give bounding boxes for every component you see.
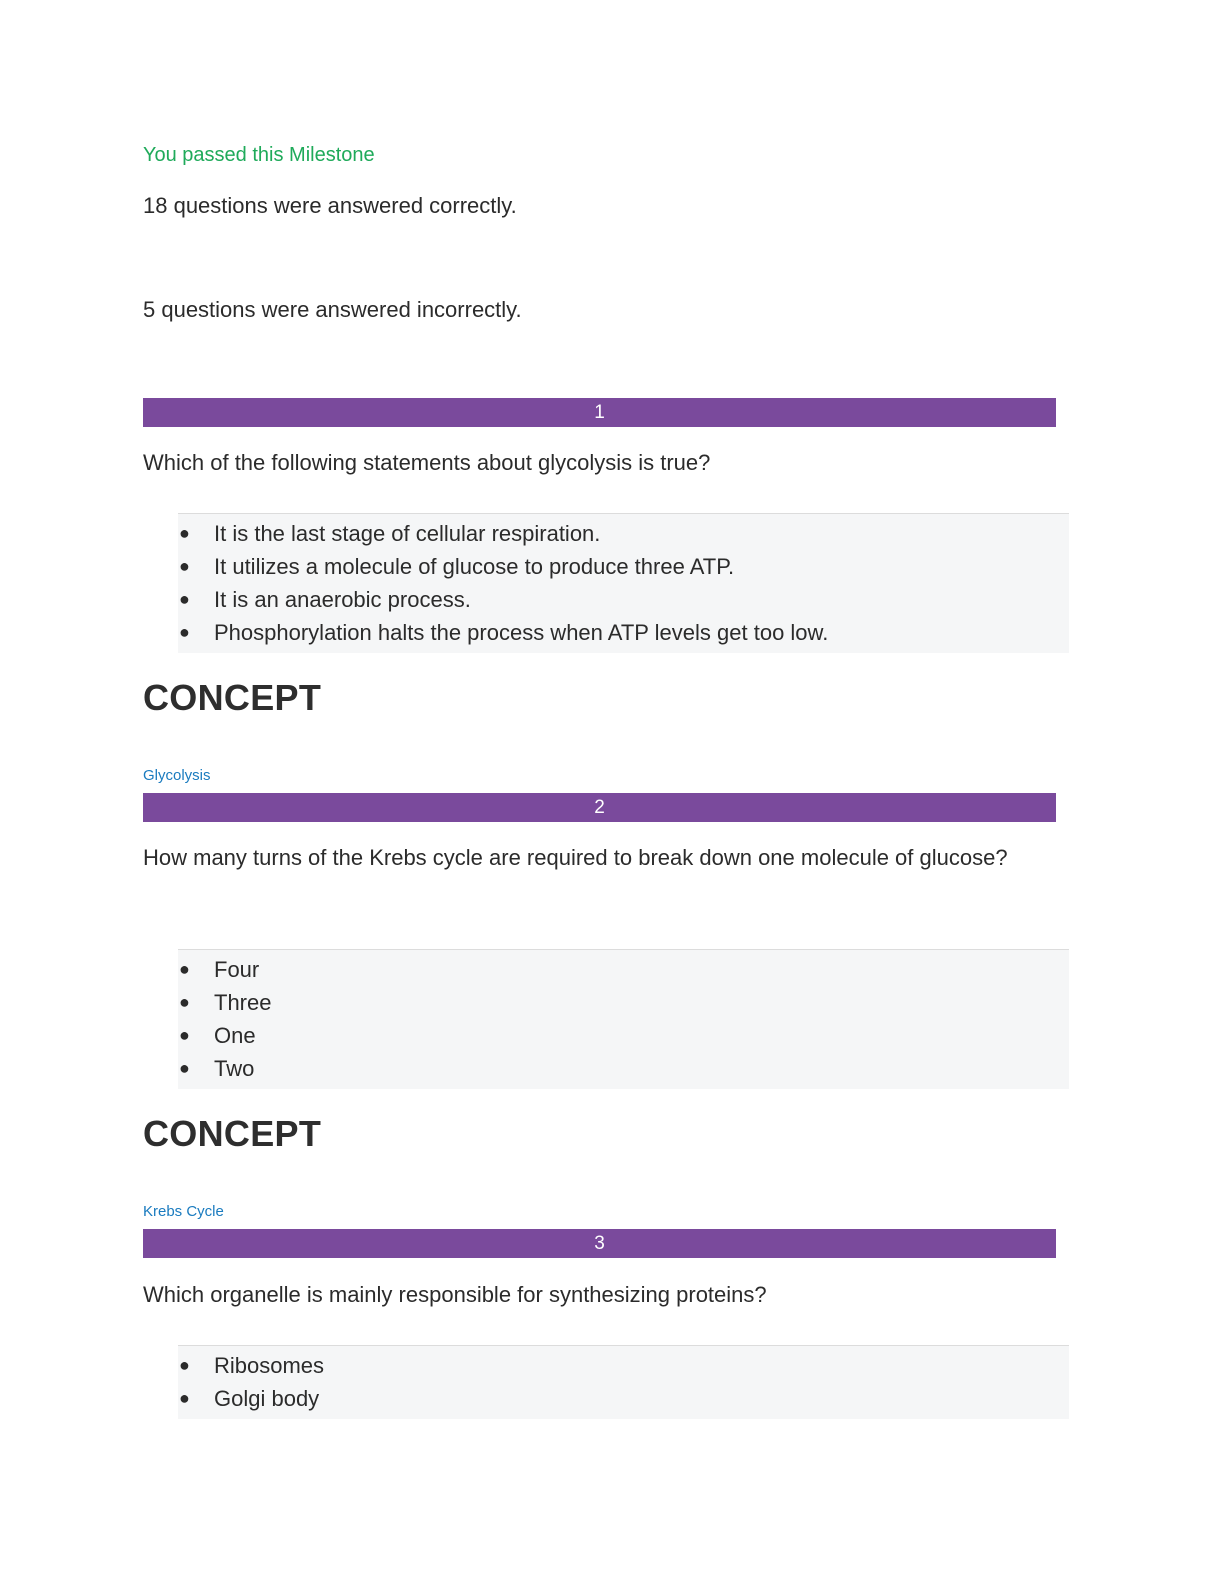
bullet-icon: ● [179, 959, 190, 979]
answer-option[interactable] [178, 1382, 1069, 1415]
bullet-icon: ● [179, 1355, 190, 1375]
answer-option[interactable] [178, 1052, 1069, 1085]
question-text: Which of the following statements about glycolysis is true? [143, 450, 711, 475]
bullet-icon: ● [179, 523, 190, 543]
answer-label: Three [214, 990, 272, 1015]
question-text: How many turns of the Krebs cycle are required to break down one molecule of glucose? [143, 845, 1008, 870]
answer-option[interactable] [178, 1019, 1069, 1052]
answer-option[interactable] [178, 583, 1069, 616]
answer-list [178, 949, 1069, 1089]
bullet-icon: ● [179, 556, 190, 576]
answer-option[interactable] [178, 1349, 1069, 1382]
answer-label: Four [214, 957, 260, 982]
answer-label: It utilizes a molecule of glucose to produce three ATP. [214, 554, 735, 579]
answer-option[interactable] [178, 550, 1069, 583]
bullet-icon: ● [179, 1388, 190, 1408]
bullet-icon: ● [179, 992, 190, 1012]
answer-label: Phosphorylation halts the process when ATP levels get too low. [214, 620, 829, 645]
concept-link[interactable]: Krebs Cycle [143, 1203, 224, 1220]
concept-link[interactable]: Glycolysis [143, 767, 211, 784]
bullet-icon: ● [179, 589, 190, 609]
answer-list [178, 513, 1069, 653]
milestone-status: You passed this Milestone [143, 144, 375, 166]
concept-heading: CONCEPT [143, 1113, 322, 1154]
answer-label: It is the last stage of cellular respiration. [214, 521, 601, 546]
bullet-icon: ● [179, 622, 190, 642]
answer-option[interactable] [178, 517, 1069, 550]
answer-option[interactable] [178, 616, 1069, 649]
question-number-bar: 2 [143, 793, 1056, 822]
answer-label: It is an anaerobic process. [214, 587, 471, 612]
answer-list [178, 1345, 1069, 1419]
question-text: Which organelle is mainly responsible for synthesizing proteins? [143, 1282, 767, 1307]
answer-option[interactable] [178, 953, 1069, 986]
answer-option[interactable] [178, 986, 1069, 1019]
answer-label: One [214, 1023, 256, 1048]
bullet-icon: ● [179, 1058, 190, 1078]
incorrect-count-text: 5 questions were answered incorrectly. [143, 297, 522, 322]
bullet-icon: ● [179, 1025, 190, 1045]
concept-heading: CONCEPT [143, 677, 322, 718]
question-number-bar: 3 [143, 1229, 1056, 1258]
correct-count-text: 18 questions were answered correctly. [143, 193, 517, 218]
question-number-bar: 1 [143, 398, 1056, 427]
answer-label: Ribosomes [214, 1353, 325, 1378]
answer-label: Two [214, 1056, 255, 1081]
answer-label: Golgi body [214, 1386, 320, 1411]
